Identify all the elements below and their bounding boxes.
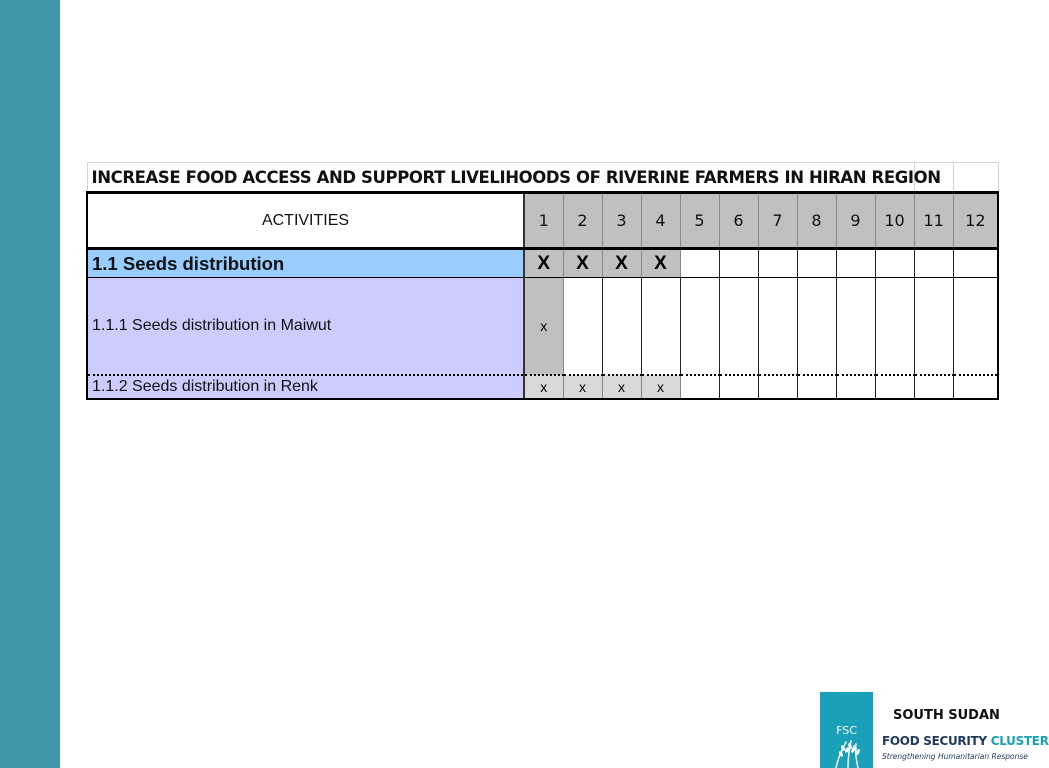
schedule-cell (719, 278, 758, 375)
month-header: 5 (680, 193, 719, 249)
schedule-cell (914, 375, 953, 399)
schedule-mark: x (641, 375, 680, 399)
schedule-cell (797, 375, 836, 399)
left-accent-bar (0, 0, 60, 768)
sub-activity-label: 1.1.2 Seeds distribution in Renk (87, 375, 524, 399)
schedule-cell (797, 249, 836, 278)
logo-name (882, 734, 1049, 748)
schedule-cell (719, 375, 758, 399)
schedule-cell (758, 375, 797, 399)
activities-header: ACTIVITIES (87, 193, 524, 249)
schedule-mark: X (602, 249, 641, 278)
sub-activity-row (87, 375, 998, 399)
schedule-cell (680, 249, 719, 278)
month-header: 3 (602, 193, 641, 249)
schedule-cell (680, 375, 719, 399)
schedule-cell (836, 278, 875, 375)
month-header: 9 (836, 193, 875, 249)
schedule-cell (797, 278, 836, 375)
month-header: 12 (953, 193, 998, 249)
month-header: 2 (563, 193, 602, 249)
schedule-cell (953, 278, 998, 375)
schedule-cell (758, 278, 797, 375)
month-header: 6 (719, 193, 758, 249)
month-header: 10 (875, 193, 914, 249)
title-row (87, 163, 998, 193)
month-header: 1 (524, 193, 563, 249)
schedule-cell (875, 249, 914, 278)
header-row (87, 193, 998, 249)
schedule-mark: X (524, 249, 563, 278)
fsc-abbr: FSC (836, 724, 857, 737)
schedule-mark: x (524, 278, 563, 375)
table-title: INCREASE FOOD ACCESS AND SUPPORT LIVELIHOODS OF RIVERINE FARMERS IN HIRAN REGION (87, 163, 914, 193)
activity-plan-table (86, 162, 999, 400)
logo-name-part1: FOOD SECURITY (882, 734, 987, 748)
title-empty-cell (953, 163, 998, 193)
logo-tagline: Strengthening Humanitarian Response (882, 752, 1028, 761)
schedule-cell (836, 249, 875, 278)
schedule-cell (836, 375, 875, 399)
logo-country: SOUTH SUDAN (893, 708, 1000, 723)
schedule-cell (914, 249, 953, 278)
schedule-mark: x (563, 375, 602, 399)
fsc-logo-square (820, 692, 873, 768)
schedule-mark: x (524, 375, 563, 399)
schedule-mark: x (602, 375, 641, 399)
month-header: 7 (758, 193, 797, 249)
schedule-cell (641, 278, 680, 375)
logo-name-part2: CLUSTER (990, 734, 1049, 748)
section-label: 1.1 Seeds distribution (87, 249, 524, 278)
month-header: 4 (641, 193, 680, 249)
schedule-mark: X (563, 249, 602, 278)
sub-activity-label: 1.1.1 Seeds distribution in Maiwut (87, 278, 524, 375)
sub-activity-row (87, 278, 998, 375)
schedule-cell (602, 278, 641, 375)
schedule-cell (875, 375, 914, 399)
month-header: 11 (914, 193, 953, 249)
schedule-cell (719, 249, 758, 278)
schedule-cell (875, 278, 914, 375)
schedule-cell (680, 278, 719, 375)
schedule-cell (563, 278, 602, 375)
schedule-cell (953, 375, 998, 399)
fsc-logo (820, 692, 1049, 768)
schedule-cell (758, 249, 797, 278)
schedule-cell (953, 249, 998, 278)
section-row (87, 249, 998, 278)
schedule-cell (914, 278, 953, 375)
schedule-mark: X (641, 249, 680, 278)
month-header: 8 (797, 193, 836, 249)
wheat-icon (830, 738, 864, 768)
